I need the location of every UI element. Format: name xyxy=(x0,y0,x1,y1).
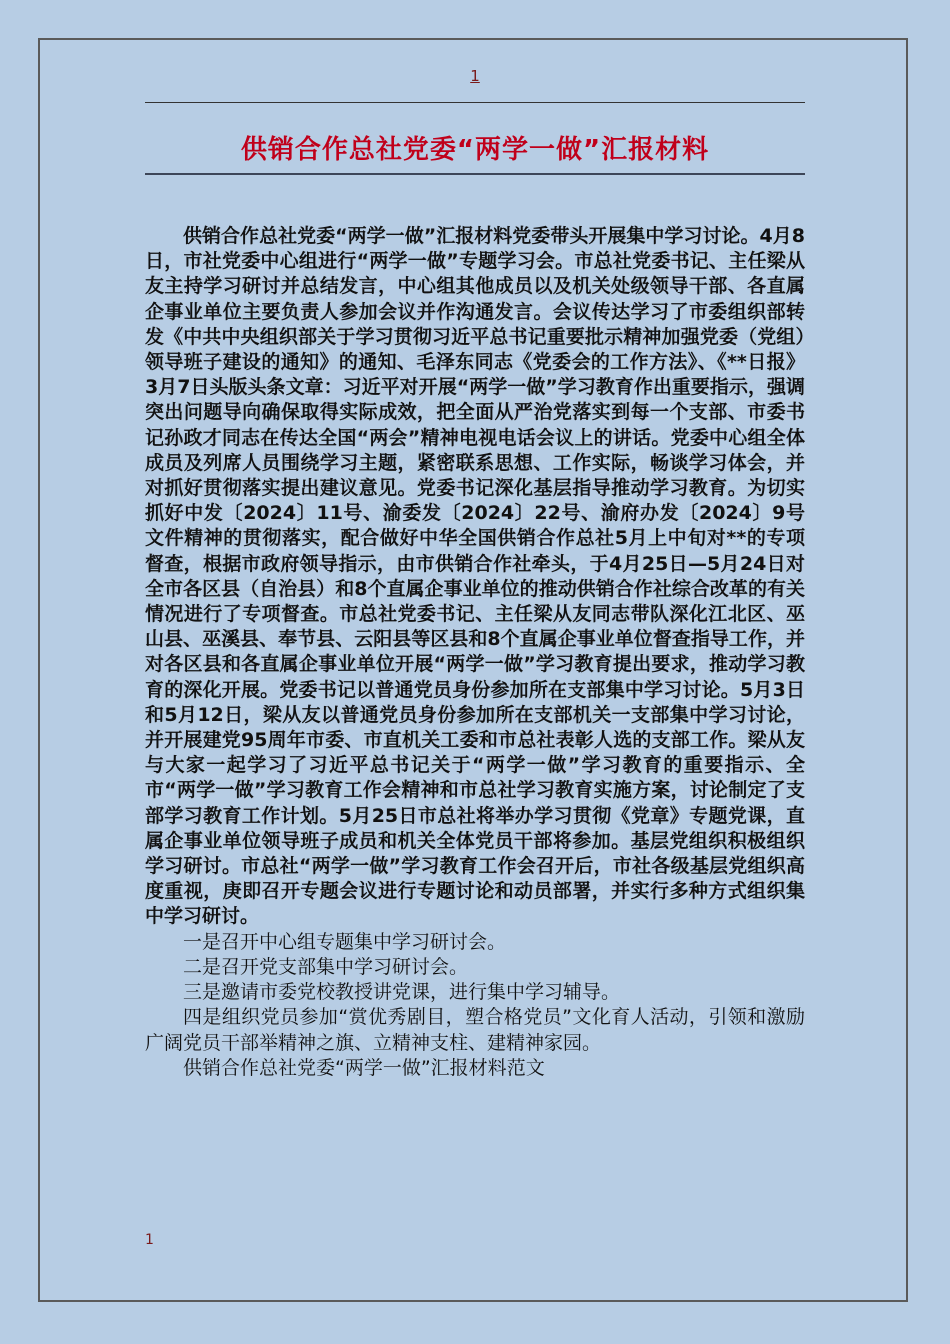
footer-page-number: 1 xyxy=(145,1232,154,1248)
header-page-number: 1 xyxy=(470,67,480,85)
body-paragraph-closing: 供销合作总社党委“两学一做”汇报材料范文 xyxy=(183,1056,545,1079)
body-paragraph-item-1: 一是召开中心组专题集中学习研讨会。 xyxy=(183,930,507,953)
body-paragraph-item-2: 二是召开党支部集中学习研讨会。 xyxy=(183,955,469,978)
document-title: 供销合作总社党委“两学一做”汇报材料 xyxy=(240,135,710,165)
body-paragraph-main: 供销合作总社党委“两学一做”汇报材料党委带头开展集中学习讨论。4月8日，市社党委中心组进行“两学一做”专题学习会。市总社党委书记、主任梁从友主持学习研讨并总结发言，中心组其他成员以及机关处级领导干部、各直属企事业单位主要负责人参加会议并作沟通发言。会议传达学习了市委组织部转发《中共中央组织部关于学习贯彻习近平总书记重要批示精神加强党委（党组）领导班子建设的通知》的通知、毛泽东同志《党委会的工作方法》、《**日报》3月7日头版头条文章：习近平对开展“两学一做”学习教育作出重要指示，强调突出问题导向确保取得实际成效，把全面从严治党落实到每一个支部、市委书记孙政才同志在传达全国“两会”精神电视电话会议上的讲话。党委中心组全体成员及列席人员围绕学习主题，紧密联系思想、工作实际，畅谈学习体会，并对抓好贯彻落实提出建议意见。党委书记深化基层指导推动学习教育。为切实抓好中发〔2024〕11号、渝委发〔2024〕22号、渝府办发〔2024〕9号文件精神的贯彻落实，配合做好中华全国供销合作总社5月上中旬对**的专项督查，根据市政府领导指示，由市供销合作社牵头，于4月25日—5月24日对全市各区县（自治县）和8个直属企事业单位的推动供销合作社综合改革的有关情况进行了专项督查。市总社党委书记、主任梁从友同志带队深化江北区、巫山县、巫溪县、奉节县、云阳县等区县和8个直属企事业单位督查指导工作，并对各区县和各直属企事业单位开展“两学一做”学习教育提出要求，推动学习教育的深化开展。党委书记以普通党员身份参加所在支部集中学习讨论。5月3日和5月12日，梁从友以普通党员身份参加所在支部机关一支部集中学习讨论，并开展建党95周年市委、市直机关工委和市总社表彰人选的支部工作。梁从友与大家一起学习了习近平总书记关于“两学一做”学习教育的重要指示、全市“两学一做”学习教育工作会精神和市总社学习教育实施方案，讨论制定了支部学习教育工作计划。5月25日市总社将举办学习贯彻《党章》专题党课，直属企事业单位领导班子成员和机关全体党员干部将参加。基层党组织积极组织学习研讨。市总社“两学一做”学习教育工作会召开后，市社各级基层党组织高度重视，庚即召开专题会议进行专题讨论和动员部署，并实行多种方式组织集中学习研讨。 xyxy=(145,225,805,928)
title-divider xyxy=(145,173,805,175)
header-divider xyxy=(145,102,805,103)
body-paragraph-item-4: 四是组织党员参加“赏优秀剧目，塑合格党员”文化育人活动，引领和激励广阔党员干部举精神之旗、立精神支柱、建精神家园。 xyxy=(145,1006,805,1054)
body-paragraph-item-3: 三是邀请市委党校教授讲党课，进行集中学习辅导。 xyxy=(183,981,621,1004)
document-body xyxy=(145,224,805,1081)
